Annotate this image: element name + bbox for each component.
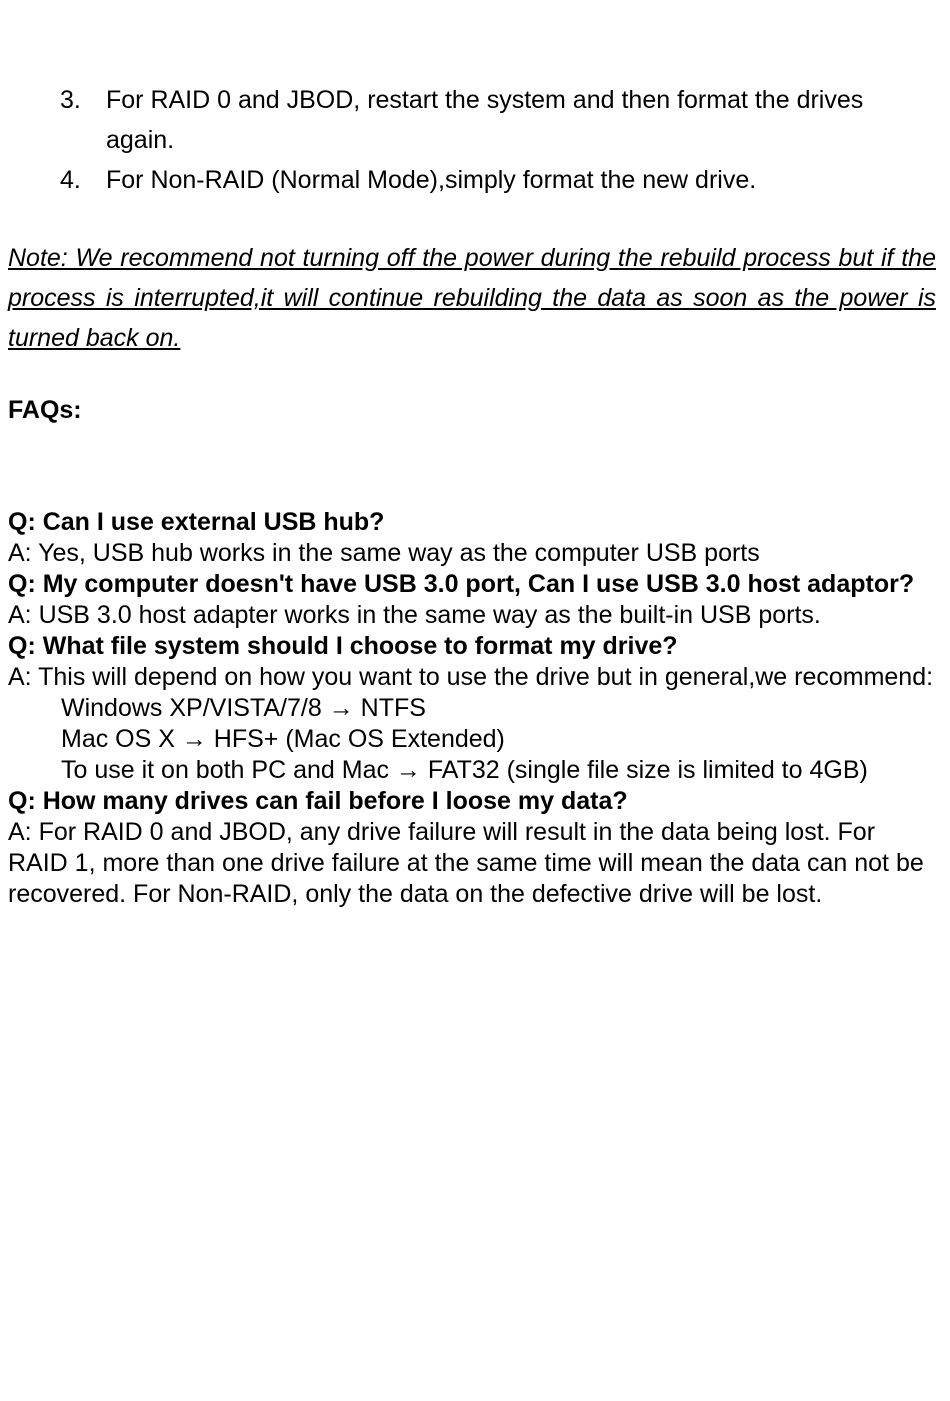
numbered-steps-list <box>0 80 950 200</box>
step-text: For RAID 0 and JBOD, restart the system and then format the drives again. <box>106 86 864 154</box>
faq-section <box>8 507 938 910</box>
faq-answer: A: Yes, USB hub works in the same way as the computer USB ports <box>8 539 760 567</box>
list-item <box>0 80 950 160</box>
faq-question: Q: My computer doesn't have USB 3.0 port, Can I use USB 3.0 host adaptor? <box>8 570 915 598</box>
step-number: 4. <box>60 166 81 194</box>
faq-question: Q: How many drives can fail before I loose my data? <box>8 787 628 815</box>
faq-question: Q: What file system should I choose to format my drive? <box>8 632 678 660</box>
file-system-option: Mac OS X → HFS+ (Mac OS Extended) <box>61 725 505 753</box>
file-system-option: Windows XP/VISTA/7/8 → NTFS <box>61 694 426 722</box>
faqs-heading: FAQs: <box>8 396 82 424</box>
faq-answer: A: For RAID 0 and JBOD, any drive failure will result in the data being lost. For RAID 1, more than one drive failure at the same time will mean the data can not be recovered. For Non-RAID, only the data on the defective drive will be lost. <box>8 818 924 908</box>
list-item <box>0 160 950 200</box>
file-system-option: To use it on both PC and Mac → FAT32 (single file size is limited to 4GB) <box>61 756 868 784</box>
step-number: 3. <box>60 86 81 114</box>
faq-question: Q: Can I use external USB hub? <box>8 508 385 536</box>
step-text: For Non-RAID (Normal Mode),simply format the new drive. <box>106 166 757 194</box>
rebuild-note: Note: We recommend not turning off the power during the rebuild process but if the process is interrupted,it will continue rebuilding the data as soon as the power is turned back on. <box>8 244 936 352</box>
faq-answer: A: This will depend on how you want to use the drive but in general,we recommend: <box>8 663 934 691</box>
faq-answer: A: USB 3.0 host adapter works in the same way as the built-in USB ports. <box>8 601 821 629</box>
